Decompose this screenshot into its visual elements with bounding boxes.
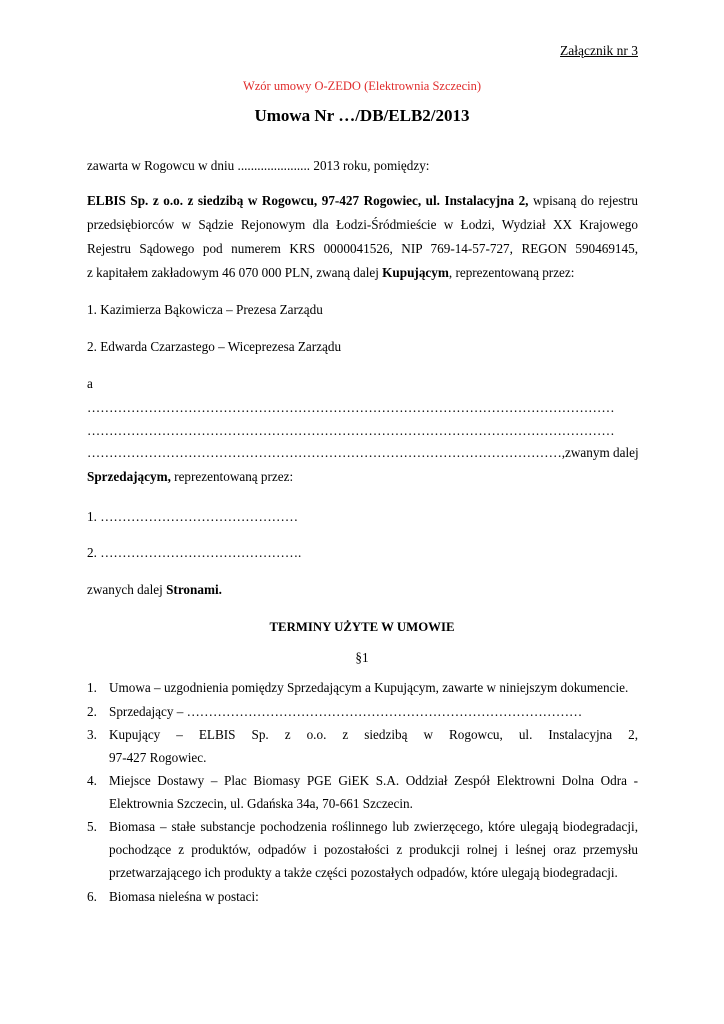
seller-a: a [87,376,93,391]
term-1-line-1: Umowa – uzgodnienia pomiędzy Sprzedającym a Kupującym, zawarte w niniejszym dokumencie. [109,680,629,695]
section-paragraph-sign: §1 [355,650,369,665]
buyer-line-1 [87,193,638,209]
section-heading: TERMINY UŻYTE W UMOWIE [269,620,455,634]
buyer-line-3: Rejestru Sądowego pod numerem KRS 0000041526, NIP 769-14-57-727, REGON 590469145, [87,241,638,256]
term-5-line-2: pochodzące z produktów, odpadów i pozostałości z produkcji rolnej i leśnej oraz przemysłu [109,842,638,857]
buyer-line-2: przedsiębiorców w Sądzie Rejonowym dla Łodzi-Śródmieście w Łodzi, Wydział XX Krajowego [87,217,638,232]
seller-dots-1: ………………………………………………………………………………………………………… [87,400,615,415]
term-1-num: 1. [87,680,97,695]
seller-dots-3-tail: zwanym dalej [565,445,639,460]
term-5-num: 5. [87,819,97,834]
seller-dots-3-row [87,445,638,461]
seller-role-rest: reprezentowaną przez: [170,469,294,484]
seller-dots-2: ………………………………………………………………………………………………………… [87,423,615,438]
term-5-line-3: przetwarzającego ich produkty a także części pozostałych odpadów, które ulegają biodegradacji. [109,865,618,880]
buyer-line-4-pre: z kapitałem zakładowym 46 070 000 PLN, zwaną dalej [87,265,383,280]
seller-role-bold: Sprzedającym, [87,469,171,484]
term-6-num: 6. [87,889,97,904]
seller-rep-2: 2. ………………………………………. [87,545,302,560]
annex-label: Załącznik nr 3 [560,43,638,58]
parties-bold: Stronami. [166,582,222,597]
intro-line: zawarta w Rogowcu w dniu ...................... 2013 roku, pomiędzy: [87,158,430,173]
term-2-num: 2. [87,704,97,719]
term-4-line-2: Elektrownia Szczecin, ul. Gdańska 34a, 70-661 Szczecin. [109,796,413,811]
buyer-name-bold: ELBIS Sp. z o.o. z siedzibą w Rogowcu, 97-427 Rogowiec, ul. Instalacyjna 2, [87,193,529,208]
buyer-line-4-post: , reprezentowaną przez: [448,265,575,280]
buyer-rep-2: 2. Edwarda Czarzastego – Wiceprezesa Zarządu [87,339,342,354]
parties-line [87,582,638,598]
term-4-num: 4. [87,773,97,788]
seller-dots-3: ………………………………………………………………………………………………, [87,445,566,460]
parties-pre: zwanych dalej [87,582,167,597]
seller-role-line [87,469,638,485]
buyer-role-bold: Kupującym [382,265,449,280]
seller-rep-1: 1. ……………………………………… [87,509,298,524]
buyer-line-4 [87,265,638,281]
buyer-rep-1: 1. Kazimierza Bąkowicza – Prezesa Zarządu [87,302,323,317]
term-6-line-1: Biomasa nieleśna w postaci: [109,889,259,904]
term-2-line-1: Sprzedający – ……………………………………………………………………………… [109,704,583,719]
term-4-line-1: Miejsce Dostawy – Plac Biomasy PGE GiEK S.A. Oddział Zespół Elektrowni Dolna Odra - [109,773,638,788]
buyer-line-1-rest: wpisaną do rejestru [528,193,638,208]
term-3-line-2: 97-427 Rogowiec. [109,750,207,765]
contract-title: Umowa Nr …/DB/ELB2/2013 [254,106,470,125]
contract-template-subtitle: Wzór umowy O-ZEDO (Elektrownia Szczecin) [242,79,482,93]
term-5-line-1: Biomasa – stałe substancje pochodzenia roślinnego lub zwierzęcego, które ulegają biodegradacji, [109,819,638,834]
term-3-line-1: Kupujący – ELBIS Sp. z o.o. z siedzibą w Rogowcu, ul. Instalacyjna 2, [109,727,638,742]
term-3-num: 3. [87,727,97,742]
